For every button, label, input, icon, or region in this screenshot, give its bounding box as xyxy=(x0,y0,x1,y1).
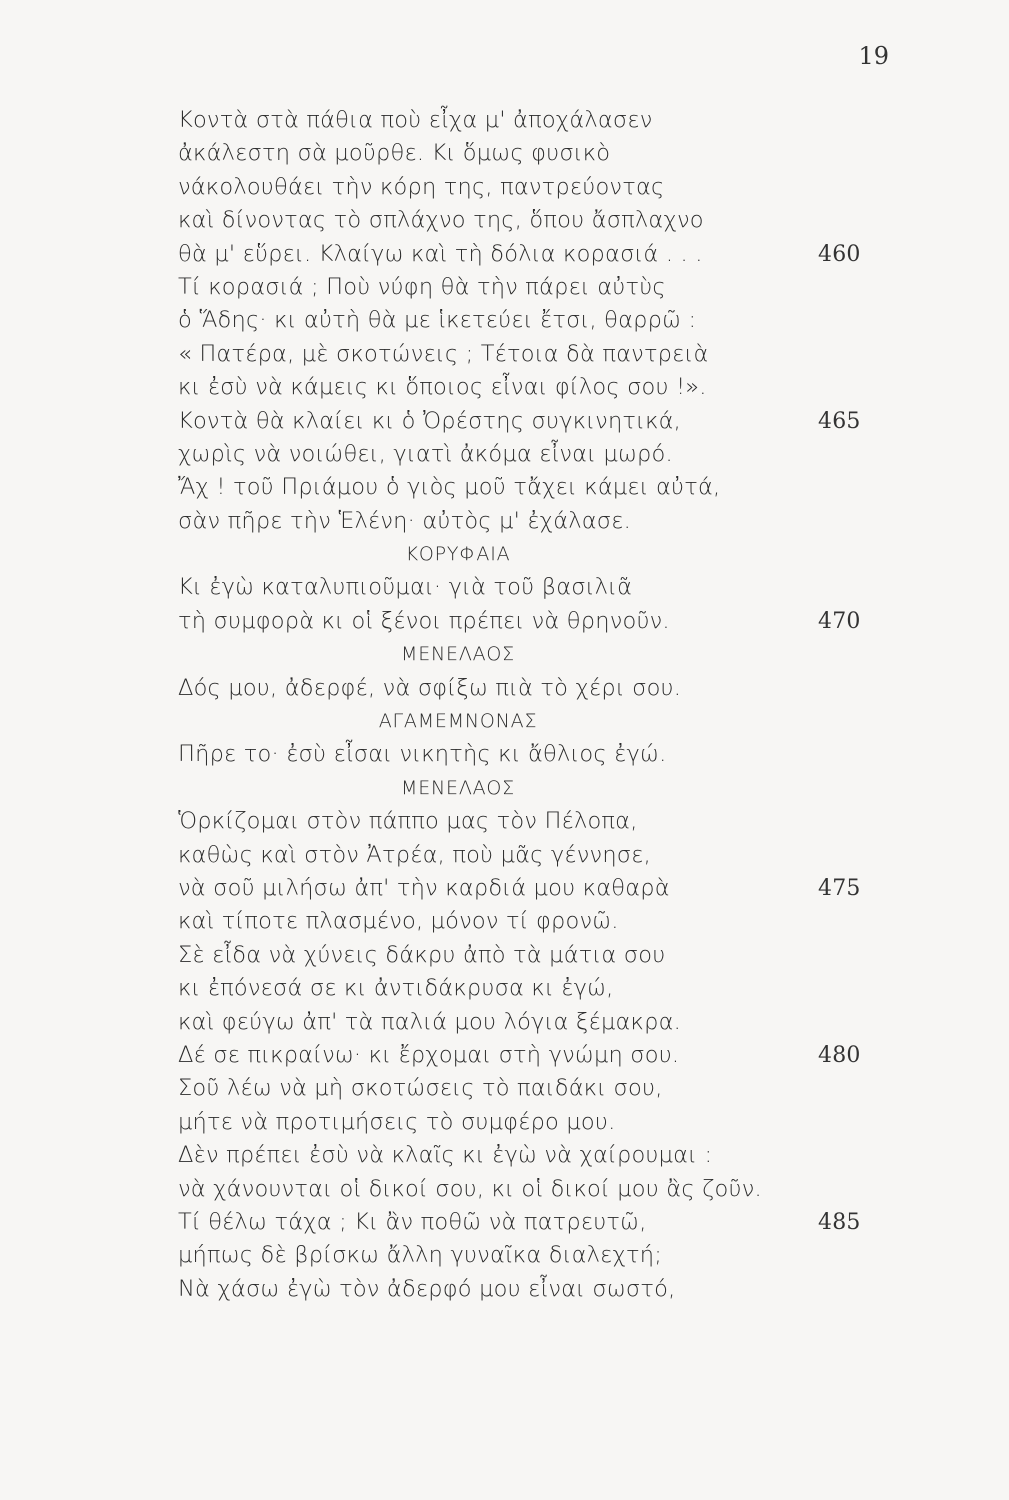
verse-line-text: ἀκάλεστη σὰ μοῦρθε. Κι ὅμως φυσικὸ xyxy=(178,140,611,167)
verse-line-text: κι ἐσὺ νὰ κάμεις κι ὅποιος εἶναι φίλος σου !». xyxy=(178,374,707,401)
speaker-label: ΚΟΡΥΦΑΙΑ xyxy=(405,543,511,566)
verse-line-text: Τί θέλω τάχα ; Κι ἂν ποθῶ νὰ πατρευτῶ, xyxy=(178,1208,647,1235)
verse-line xyxy=(178,505,918,538)
verse-line xyxy=(178,905,918,938)
verse-line xyxy=(178,1273,918,1306)
verse-line-text: Ὁρκίζομαι στὸν πάππο μας τὸν Πέλοπα, xyxy=(178,808,638,835)
speaker-label: ΜΕΝΕΛΑΟΣ xyxy=(401,643,515,666)
verse-line xyxy=(178,1173,918,1206)
verse-line-text: Σοῦ λέω νὰ μὴ σκοτώσεις τὸ παιδάκι σου, xyxy=(178,1075,663,1102)
verse-line-text: Σὲ εἶδα νὰ χύνεις δάκρυ ἀπὸ τὰ μάτια σου xyxy=(178,941,666,968)
verse-line xyxy=(178,1139,918,1172)
verse-line xyxy=(178,672,918,705)
verse-line xyxy=(178,805,918,838)
line-number: 460 xyxy=(818,241,861,267)
speaker-name xyxy=(178,638,738,671)
verse-line-text: Κι ἐγὼ καταλυπιοῦμαι· γιὰ τοῦ βασιλιᾶ xyxy=(178,574,633,601)
verse-line-text: Δός μου, ἀδερφέ, νὰ σφίξω πιὰ τὸ χέρι σου. xyxy=(178,674,682,701)
verse-line xyxy=(178,972,918,1005)
speaker-label: ΑΓΑΜΕΜΝΟΝΑΣ xyxy=(378,710,538,733)
verse-line-text: θὰ μ' εὕρει. Κλαίγω καὶ τὴ δόλια κορασιά . . . xyxy=(178,240,703,267)
verse-line xyxy=(178,104,918,137)
verse-line-text: κι ἐπόνεσά σε κι ἀντιδάκρυσα κι ἐγώ, xyxy=(178,975,614,1002)
verse-text xyxy=(178,104,918,1306)
verse-line-text: χωρὶς νὰ νοιώθει, γιατὶ ἀκόμα εἶναι μωρό. xyxy=(178,440,673,467)
verse-line xyxy=(178,872,918,905)
line-number: 480 xyxy=(818,1042,861,1068)
verse-line-text: νὰ σοῦ μιλήσω ἀπ' τὴν καρδιά μου καθαρὰ xyxy=(178,874,670,901)
verse-line xyxy=(178,238,918,271)
verse-line-text: νάκολουθάει τὴν κόρη της, παντρεύοντας xyxy=(178,173,665,200)
verse-line xyxy=(178,371,918,404)
verse-line-text: τὴ συμφορὰ κι οἱ ξένοι πρέπει νὰ θρηνοῦν. xyxy=(178,607,670,634)
verse-line xyxy=(178,738,918,771)
verse-line xyxy=(178,1106,918,1139)
speaker-name xyxy=(178,705,738,738)
line-number: 475 xyxy=(818,875,861,901)
verse-line xyxy=(178,304,918,337)
verse-line xyxy=(178,605,918,638)
verse-line-text: Ἄχ ! τοῦ Πριάμου ὁ γιὸς μοῦ τἄχει κάμει αὐτά, xyxy=(178,474,721,501)
verse-line xyxy=(178,1039,918,1072)
verse-line-text: σὰν πῆρε τὴν Ἑλένη· αὐτὸς μ' ἐχάλασε. xyxy=(178,507,631,534)
verse-line-text: Δέ σε πικραίνω· κι ἔρχομαι στὴ γνώμη σου. xyxy=(178,1041,680,1068)
verse-line-text: Κοντὰ θὰ κλαίει κι ὁ Ὀρέστης συγκινητικά, xyxy=(178,407,682,434)
line-number: 470 xyxy=(818,608,861,634)
verse-line-text: καὶ δίνοντας τὸ σπλάχνο της, ὅπου ἄσπλαχνο xyxy=(178,207,704,234)
line-number: 465 xyxy=(818,408,861,434)
verse-line-text: Κοντὰ στὰ πάθια ποὺ εἶχα μ' ἀποχάλασεν xyxy=(178,107,653,133)
verse-line-text: Πῆρε το· ἐσὺ εἶσαι νικητὴς κι ἄθλιος ἐγώ. xyxy=(178,741,667,768)
verse-line xyxy=(178,1206,918,1239)
verse-line xyxy=(178,204,918,237)
verse-line-text: Δὲν πρέπει ἐσὺ νὰ κλαῖς κι ἐγὼ νὰ χαίρουμαι : xyxy=(178,1142,713,1169)
verse-line-text: νὰ χάνουνται οἱ δικοί σου, κι οἱ δικοί μου ἂς ζοῦν. xyxy=(178,1175,762,1202)
verse-line xyxy=(178,939,918,972)
verse-line xyxy=(178,571,918,604)
verse-line-text: μήπως δὲ βρίσκω ἄλλη γυναῖκα διαλεχτή; xyxy=(178,1242,663,1269)
verse-line xyxy=(178,271,918,304)
verse-line xyxy=(178,338,918,371)
verse-line-text: καθὼς καὶ στὸν Ἀτρέα, ποὺ μᾶς γέννησε, xyxy=(178,841,651,868)
speaker-label: ΜΕΝΕΛΑΟΣ xyxy=(401,776,515,799)
verse-line-text: καὶ τίποτε πλασμένο, μόνον τί φρονῶ. xyxy=(178,908,619,935)
verse-line-text: μήτε νὰ προτιμήσεις τὸ συμφέρο μου. xyxy=(178,1108,616,1135)
verse-line xyxy=(178,1006,918,1039)
verse-line-text: καὶ φεύγω ἀπ' τὰ παλιά μου λόγια ξέμακρα. xyxy=(178,1008,681,1035)
verse-line-text: « Πατέρα, μὲ σκοτώνεις ; Τέτοια δὰ παντρειὰ xyxy=(178,340,709,367)
line-number: 485 xyxy=(818,1209,861,1235)
verse-line-text: Τί κορασιά ; Ποὺ νύφη θὰ τὴν πάρει αὐτὺς xyxy=(178,273,666,300)
verse-line xyxy=(178,171,918,204)
verse-line xyxy=(178,405,918,438)
verse-line xyxy=(178,137,918,170)
speaker-name xyxy=(178,538,738,571)
verse-line xyxy=(178,438,918,471)
verse-line xyxy=(178,839,918,872)
verse-line xyxy=(178,471,918,504)
verse-line-text: Νὰ χάσω ἐγὼ τὸν ἀδερφό μου εἶναι σωστό, xyxy=(178,1275,676,1302)
verse-line xyxy=(178,1239,918,1272)
verse-line xyxy=(178,1072,918,1105)
page-number: 19 xyxy=(858,42,889,70)
verse-line-text: ὁ Ἅδης· κι αὐτὴ θὰ με ἱκετεύει ἔτσι, θαρρῶ : xyxy=(178,307,697,334)
speaker-name xyxy=(178,772,738,805)
